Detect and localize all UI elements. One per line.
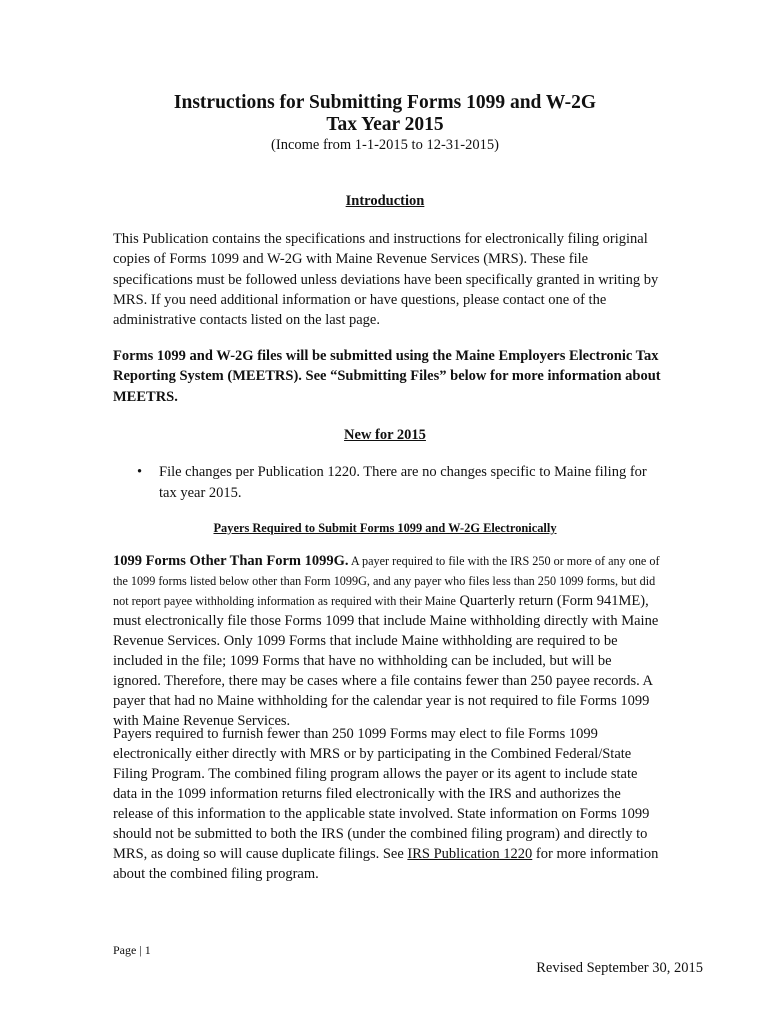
new-for-heading: New for 2015	[344, 427, 426, 443]
revision-date: Revised September 30, 2015	[536, 960, 703, 976]
page-number: Page | 1	[113, 943, 151, 957]
document-subtitle: Tax Year 2015	[326, 114, 444, 135]
bullet-icon: •	[137, 464, 143, 480]
payers-lead: 1099 Forms Other Than Form 1099G.	[113, 553, 349, 569]
meetrs-paragraph: Forms 1099 and W-2G files will be submitted using the Maine Employers Electronic Tax Reporting System (MEETRS). See “Submitting Files” below for more information about MEETRS.	[113, 348, 661, 405]
payers-body-text: Quarterly return (Form 941ME), must electronically file those Forms 1099 that include Maine withholding directly with Maine Revenue Services. Only 1099 Forms that include Maine withholding are required to be included in the file; 1099 Forms that have no withholding can be included, but will be ignored. Therefore, there may be cases where a file contains fewer than 250 payee records. A payer that had no Maine withholding for the calendar year is not required to file Forms 1099 with Maine Revenue Services.	[113, 593, 659, 729]
list-item	[137, 462, 657, 506]
introduction-heading: Introduction	[345, 193, 425, 209]
combined-filing-text-end: for more information about the combined filing program.	[113, 846, 659, 882]
bullet-text: File changes per Publication 1220. There are no changes specific to Maine filing for tax year 2015.	[159, 464, 647, 501]
irs-publication-link[interactable]: IRS Publication 1220	[407, 846, 533, 862]
payers-heading: Payers Required to Submit Forms 1099 and W-2G Electronically	[213, 521, 557, 535]
combined-filing-text: Payers required to furnish fewer than 250 1099 Forms may elect to file Forms 1099 electronically either directly with MRS or by participating in the Combined Federal/State Filing Program. The combined filing program allows the payer or its agent to include state data in the 1099 information returns filed electronically with the IRS and authorizes the release of this information to the applicable state involved. State information on Forms 1099 should not be submitted to both the IRS (under the combined filing program) and directly to MRS, as doing so will cause duplicate filings. See	[113, 726, 650, 862]
payers-paragraph-1	[113, 551, 661, 731]
introduction-paragraph: This Publication contains the specifications and instructions for electronically filing original copies of Forms 1099 and W-2G with Maine Revenue Services (MRS). These file specifications must be followed unless deviations have been specifically granted in writing by MRS. If you need additional information or have questions, please contact one of the administrative contacts listed on the last page.	[113, 231, 659, 329]
payers-paragraph-2	[113, 724, 661, 884]
income-range: (Income from 1-1-2015 to 12-31-2015)	[271, 137, 499, 153]
payers-small-text: A payer required to file with the IRS 250 or more of any one of the 1099 forms listed below other than Form 1099G, and any payer who files less than 250 1099 forms, but did not report payee withholding information as required with their Maine	[113, 554, 660, 608]
document-title: Instructions for Submitting Forms 1099 and W-2G	[173, 92, 597, 113]
